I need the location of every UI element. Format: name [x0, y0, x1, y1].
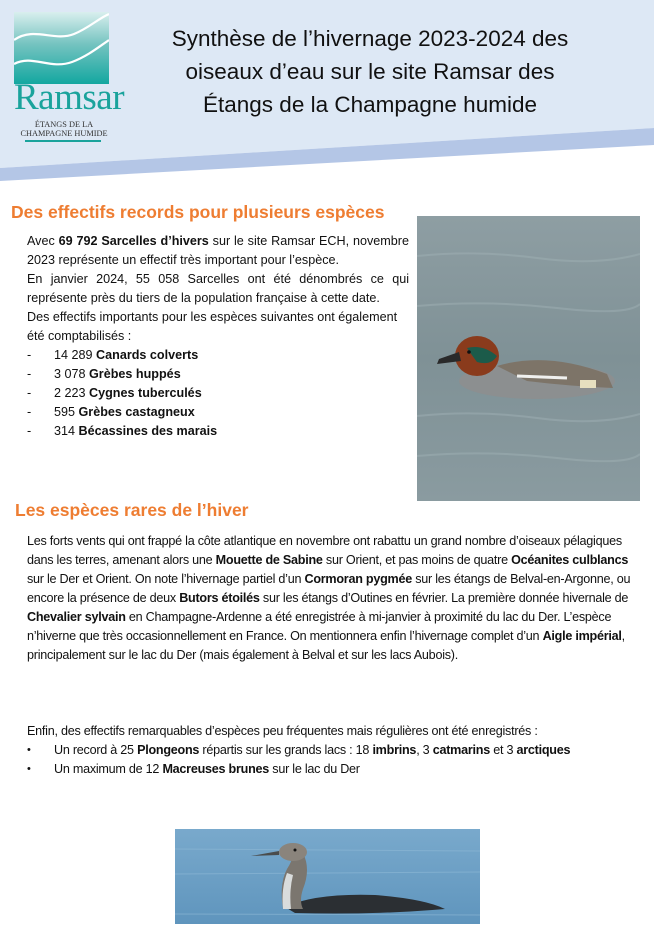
text: , 3	[416, 743, 433, 757]
species-name: Cygnes tuberculés	[89, 386, 202, 400]
others-intro: Des effectifs importants pour les espèces suivantes ont également été comptabilisés :	[27, 310, 398, 343]
rare-species-paragraph	[27, 532, 637, 665]
list-item	[27, 403, 409, 422]
species-name: catmarins	[432, 743, 490, 757]
list-item	[27, 346, 409, 365]
regular-species-block	[27, 722, 637, 779]
text: Un record à 25	[54, 743, 138, 757]
loon-photo	[175, 829, 480, 924]
section-heading-rare-species: Les espèces rares de l’hiver	[15, 500, 249, 520]
dash-marker: -	[27, 367, 32, 381]
species-name: imbrins	[372, 743, 417, 757]
text: sur le site Ramsar ECH, novembre 2023 représente un effectif très important pour l’espèce.	[27, 234, 409, 267]
text: sur les étangs d’Outines en février. La première donnée hivernale de	[259, 591, 629, 605]
species-name: Chevalier sylvain	[27, 610, 126, 624]
text: sur le lac du Der	[269, 762, 360, 776]
intro-paragraph	[27, 232, 409, 270]
species-name: Grèbes castagneux	[78, 405, 195, 419]
list-item	[27, 384, 409, 403]
species-count-list	[27, 346, 409, 441]
text: , principalement sur le lac du Der (mais également à Belval et sur les lacs Aubois).	[27, 629, 625, 662]
text: Un maximum de 12	[54, 762, 163, 776]
species-name: Butors étoilés	[179, 591, 260, 605]
section-heading-records: Des effectifs records pour plusieurs espèces	[11, 202, 385, 222]
logo-subtitle-line1: ÉTANGS DE LA	[34, 120, 94, 129]
list-item	[27, 365, 409, 384]
dash-marker: -	[27, 405, 32, 419]
list-item	[27, 741, 637, 760]
count: 14 289	[54, 348, 97, 362]
list-item	[27, 760, 637, 779]
title-line-3: Étangs de la Champagne humide	[203, 92, 537, 117]
dash-marker: -	[27, 424, 32, 438]
bullet-marker: •	[27, 744, 31, 756]
species-name: Canards colverts	[96, 348, 199, 362]
page-title	[136, 22, 604, 121]
logo-subtitle	[12, 120, 116, 138]
bullet-marker: •	[27, 763, 31, 775]
title-line-2: oiseaux d’eau sur le site Ramsar des	[185, 59, 555, 84]
count: 2 223	[54, 386, 90, 400]
species-name: arctiques	[516, 743, 571, 757]
section-records-body	[27, 232, 409, 441]
species-name: Cormoran pygmée	[304, 572, 412, 586]
species-name: Grèbes huppés	[89, 367, 181, 381]
logo-subtitle-line2: CHAMPAGNE HUMIDE	[20, 129, 108, 138]
wave-icon	[14, 12, 109, 84]
ramsar-logo	[14, 12, 125, 138]
text: sur les étangs de Belval-en-Argonne, ou encore la présence de deux	[27, 572, 631, 605]
regular-species-intro: Enfin, des effectifs remarquables d’espèces peu fréquentes mais régulières ont été enregistrés :	[27, 724, 538, 738]
species-name: Océanites culblancs	[511, 553, 629, 567]
dash-marker: -	[27, 348, 32, 362]
highlight-teal-count: 69 792 Sarcelles d’hivers	[58, 234, 209, 248]
list-item	[27, 422, 409, 441]
text: sur le Der et Orient. On note l’hivernage partiel d’un	[27, 572, 305, 586]
title-line-1: Synthèse de l’hivernage 2023-2024 des	[171, 26, 569, 51]
january-paragraph: En janvier 2024, 55 058 Sarcelles ont été dénombrés ce qui représente près du tiers de la population française à cette date.	[27, 272, 409, 305]
species-name: Plongeons	[137, 743, 200, 757]
logo-wordmark: Ramsar	[14, 77, 125, 118]
text: Les forts vents qui ont frappé la côte atlantique en novembre ont rabattu un grand nombre d’oiseaux pélagiques dans les terres, amenant alors une	[27, 534, 622, 567]
species-name: Mouette de Sabine	[215, 553, 323, 567]
logo-underline	[25, 140, 101, 142]
text: et 3	[489, 743, 517, 757]
text: Avec	[27, 234, 59, 248]
text: en Champagne-Ardenne a été enregistrée à mi-janvier à proximité du lac du Der. L’espèce n’hiverne que très occasionnellement en France. On mentionnera enfin l’hivernage complet d’un	[27, 610, 612, 643]
text: sur Orient, et pas moins de quatre	[322, 553, 512, 567]
teal-duck-photo	[417, 216, 640, 501]
count: 595	[54, 405, 79, 419]
count: 3 078	[54, 367, 90, 381]
regular-species-list	[27, 741, 637, 779]
count: 314	[54, 424, 79, 438]
species-name: Macreuses brunes	[162, 762, 270, 776]
loon-image	[175, 829, 480, 924]
species-name: Bécassines des marais	[78, 424, 218, 438]
text: répartis sur les grands lacs : 18	[199, 743, 373, 757]
teal-duck-image	[417, 216, 640, 501]
species-name: Aigle impérial	[542, 629, 622, 643]
dash-marker: -	[27, 386, 32, 400]
